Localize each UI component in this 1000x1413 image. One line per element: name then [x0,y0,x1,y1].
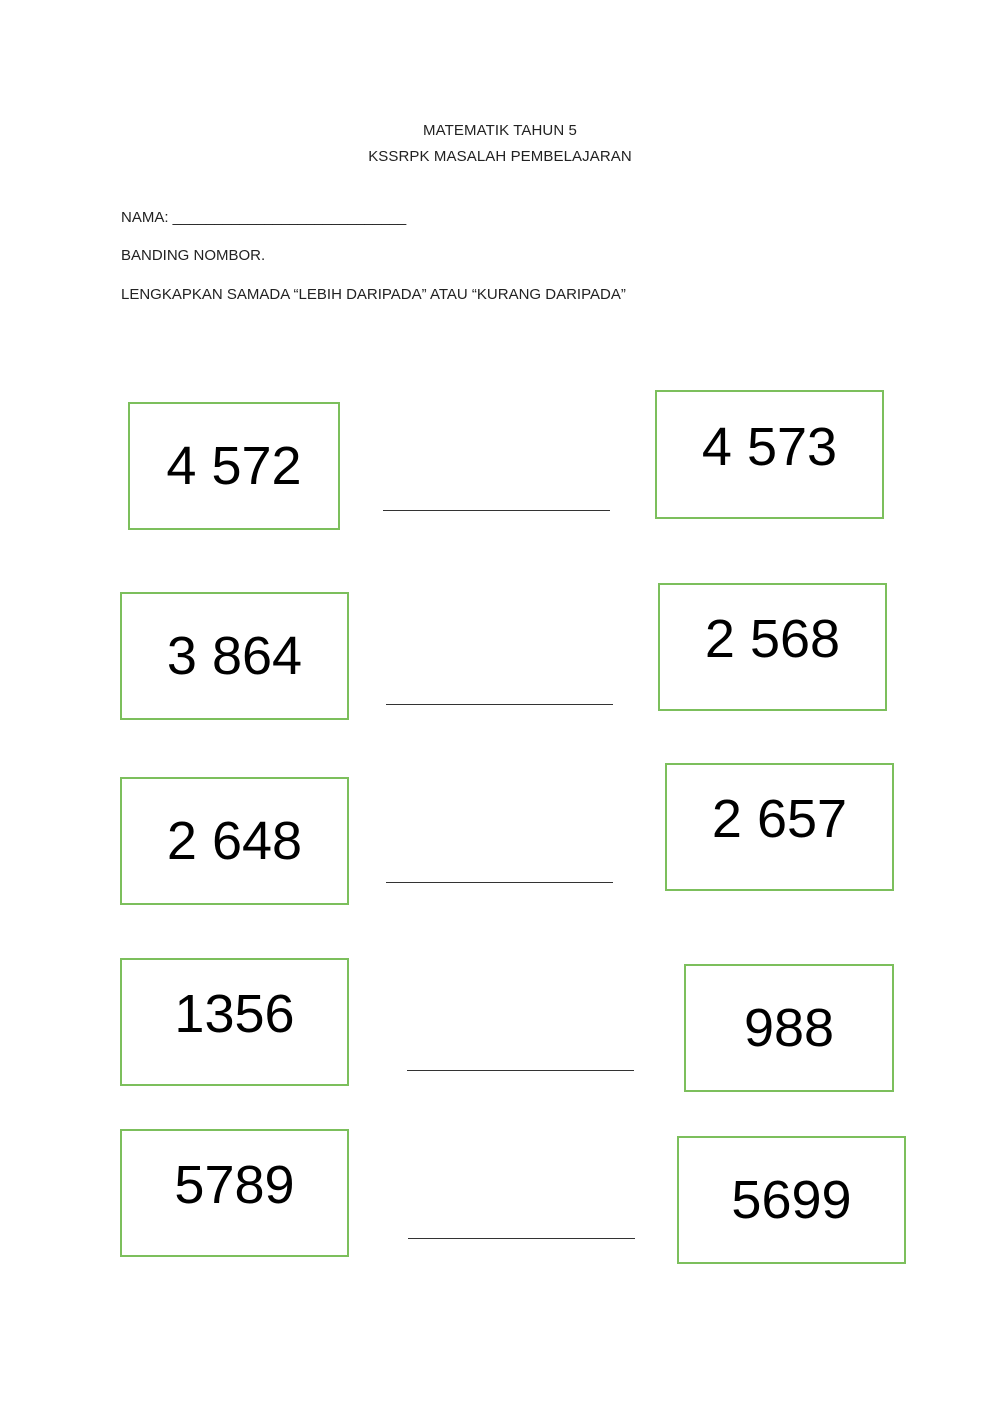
answer-blank[interactable] [383,510,610,511]
right-number-box: 988 [684,964,894,1092]
left-number-box: 3 864 [120,592,349,720]
left-number-box: 5789 [120,1129,349,1257]
answer-blank[interactable] [386,882,613,883]
answer-blank[interactable] [408,1238,635,1239]
left-number-box: 2 648 [120,777,349,905]
answer-blank[interactable] [407,1070,634,1071]
section-heading: BANDING NOMBOR. [121,247,266,264]
right-number-box: 2 657 [665,763,894,891]
name-field[interactable]: NAMA: ____________________________ [121,209,407,226]
worksheet-subtitle: KSSRPK MASALAH PEMBELAJARAN [368,148,632,165]
left-number-box: 1356 [120,958,349,1086]
right-number-box: 2 568 [658,583,887,711]
right-number-box: 4 573 [655,390,884,519]
right-number-box: 5699 [677,1136,906,1264]
worksheet-title: MATEMATIK TAHUN 5 [423,122,577,139]
left-number-box: 4 572 [128,402,340,530]
instruction-text: LENGKAPKAN SAMADA “LEBIH DARIPADA” ATAU “KURANG DARIPADA” [121,286,626,303]
answer-blank[interactable] [386,704,613,705]
